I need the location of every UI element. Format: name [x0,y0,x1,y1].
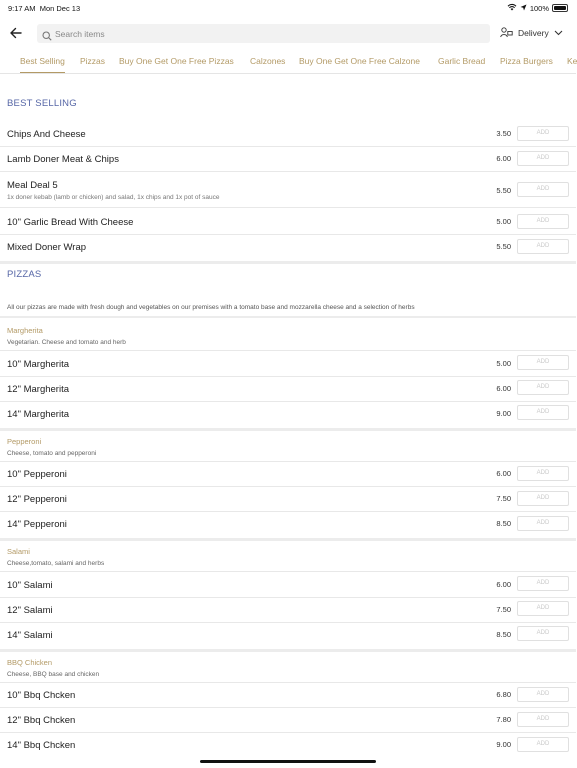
search-input[interactable] [55,24,475,43]
item-price: 7.50 [496,494,511,503]
tab-bogof-pizzas[interactable]: Buy One Get One Free Pizzas [119,56,234,66]
arrow-left-icon [6,23,26,43]
group-description: Vegetarian. Cheese and tomato and herb [7,339,126,346]
section-title-best-selling: BEST SELLING [7,98,77,109]
item-price: 5.50 [496,242,511,251]
item-name: 10" Salami [7,580,53,591]
item-price: 7.80 [496,715,511,724]
row-divider [0,682,576,683]
item-price: 8.50 [496,630,511,639]
row-divider [0,207,576,208]
item-description: 1x doner kebab (lamb or chicken) and salad, 1x chips and 1x pot of sauce [7,194,220,201]
category-tabs [0,52,576,74]
delivery-icon [500,27,513,40]
item-name: 10" Bbq Chcken [7,690,76,701]
add-button[interactable]: ADD [517,214,569,229]
back-button[interactable] [6,23,26,43]
group-description: Cheese, tomato and pepperoni [7,450,97,457]
section-divider [0,538,576,541]
group-title: Margherita [7,326,43,335]
add-button[interactable]: ADD [517,126,569,141]
row-divider [0,376,576,377]
group-title: Pepperoni [7,437,42,446]
tab-pizza-burgers[interactable]: Pizza Burgers [500,56,553,66]
status-bar [0,0,576,16]
status-icons [507,3,568,13]
row-divider [0,486,576,487]
add-button[interactable]: ADD [517,355,569,370]
add-button[interactable]: ADD [517,737,569,752]
item-name: 12" Salami [7,605,53,616]
tab-pizzas[interactable]: Pizzas [80,56,106,66]
row-divider [0,511,576,512]
battery-icon [552,4,568,12]
tab-garlic-bread[interactable]: Garlic Bread [438,56,486,66]
item-name: 10" Margherita [7,359,69,370]
add-button[interactable]: ADD [517,182,569,197]
item-price: 6.00 [496,384,511,393]
row-divider [0,401,576,402]
chevron-down-icon [554,28,563,38]
group-title: BBQ Chicken [7,658,53,667]
add-button[interactable]: ADD [517,151,569,166]
item-name: 14" Pepperoni [7,519,67,530]
add-button[interactable]: ADD [517,405,569,420]
item-price: 5.50 [496,186,511,195]
add-button[interactable]: ADD [517,712,569,727]
row-divider [0,146,576,147]
wifi-icon [507,3,517,13]
row-divider [0,707,576,708]
tab-bogof-calzone[interactable]: Buy One Get One Free Calzone [299,56,420,66]
item-price: 6.00 [496,580,511,589]
item-price: 6.80 [496,690,511,699]
item-price: 3.50 [496,129,511,138]
tab-ke[interactable]: Ke [567,56,577,66]
add-button[interactable]: ADD [517,239,569,254]
add-button[interactable]: ADD [517,576,569,591]
add-button[interactable]: ADD [517,466,569,481]
add-button[interactable]: ADD [517,491,569,506]
section-divider [0,649,576,652]
item-name: Mixed Doner Wrap [7,242,87,253]
section-divider [0,316,576,318]
item-price: 9.00 [496,740,511,749]
row-divider [0,622,576,623]
item-name: 14" Salami [7,630,53,641]
row-divider [0,732,576,733]
row-divider [0,234,576,235]
group-description: Cheese,tomato, salami and herbs [7,560,105,567]
item-name: 10" Garlic Bread With Cheese [7,217,134,228]
row-divider [0,461,576,462]
section-divider [0,261,576,264]
section-title-pizzas: PIZZAS [7,269,42,280]
item-price: 6.00 [496,469,511,478]
item-price: 5.00 [496,359,511,368]
item-price: 8.50 [496,519,511,528]
item-price: 5.00 [496,217,511,226]
item-price: 7.50 [496,605,511,614]
item-name: Lamb Doner Meat & Chips [7,154,119,165]
item-name: Chips And Cheese [7,129,86,140]
row-divider [0,571,576,572]
battery-percent: 100% [529,3,549,13]
add-button[interactable]: ADD [517,380,569,395]
add-button[interactable]: ADD [517,516,569,531]
home-indicator[interactable] [200,760,376,763]
status-time: 9:17 AM Mon Dec 13 [8,4,81,13]
row-divider [0,350,576,351]
section-description: All our pizzas are made with fresh dough and vegetables on our premises with a tomato base and mozzarella cheese and a selection of herbs [7,304,415,311]
group-title: Salami [7,547,30,556]
row-divider [0,597,576,598]
item-name: 12" Pepperoni [7,494,67,505]
item-price: 9.00 [496,409,511,418]
row-divider [0,171,576,172]
search-icon [42,28,52,46]
item-name: 12" Margherita [7,384,69,395]
item-name: 12" Bbq Chcken [7,715,76,726]
add-button[interactable]: ADD [517,601,569,616]
location-arrow-icon [520,4,527,13]
add-button[interactable]: ADD [517,687,569,702]
top-bar [0,20,576,46]
item-name: 10" Pepperoni [7,469,67,480]
group-description: Cheese, BBQ base and chicken [7,671,100,678]
item-name: 14" Bbq Chcken [7,740,76,751]
item-price: 6.00 [496,154,511,163]
search-bar[interactable] [37,24,490,43]
section-divider [0,428,576,431]
delivery-label: Delivery [518,28,549,38]
tab-best-selling[interactable]: Best Selling [20,56,65,73]
add-button[interactable]: ADD [517,626,569,641]
delivery-selector[interactable] [500,25,563,41]
tab-calzones[interactable]: Calzones [250,56,286,66]
item-name: Meal Deal 5 [7,180,58,191]
item-name: 14" Margherita [7,409,69,420]
